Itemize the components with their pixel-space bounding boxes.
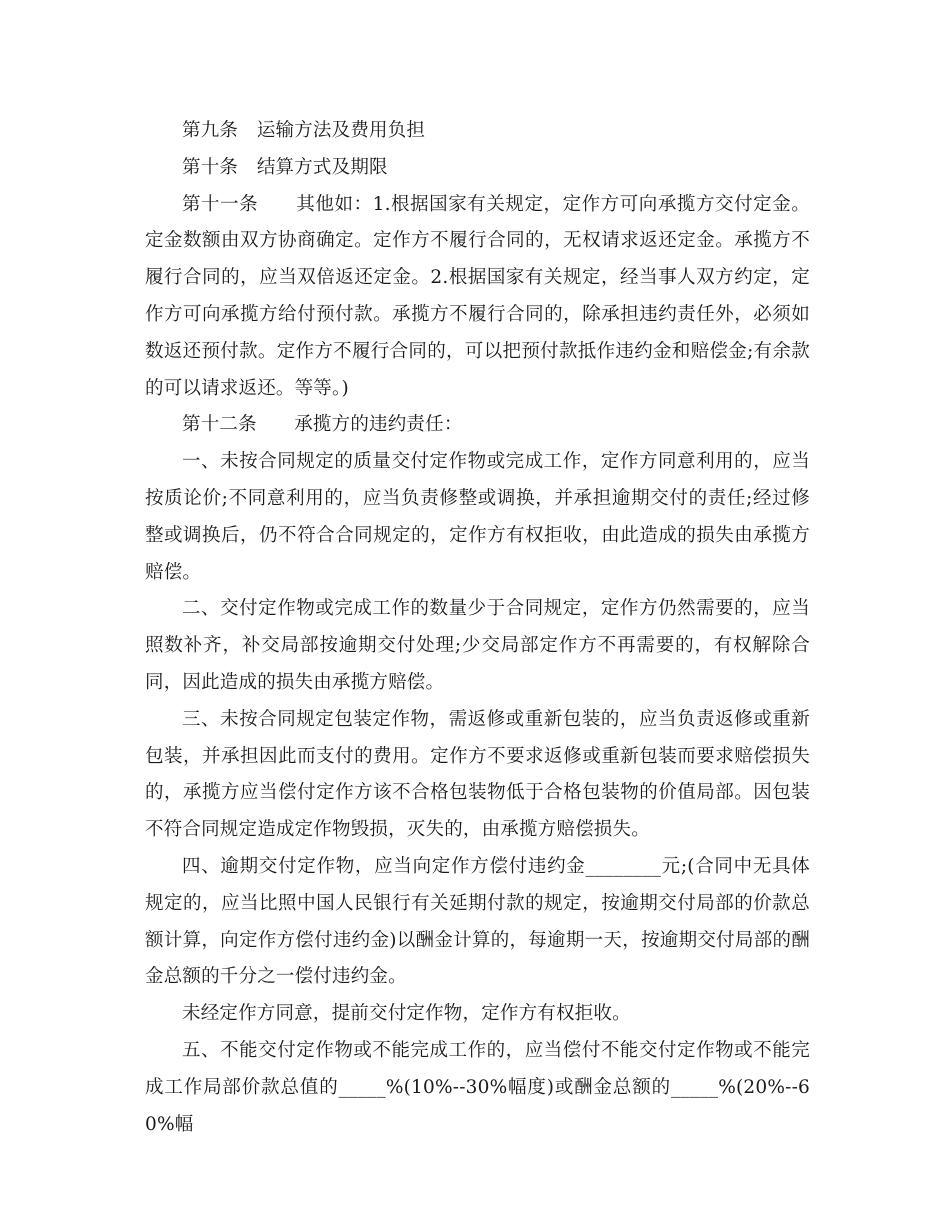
paragraph-text: 一、未按合同规定的质量交付定作物或完成工作，定作方同意利用的，应当按质论价;不同意利用的，应当负责修整或调换，并承担逾期交付的责任;经过修整或调换后，仍不符合合同规定的，定作方有权拒收，由此造成的损失由承揽方赔偿。 — [145, 451, 810, 583]
contract-body — [145, 113, 810, 1143]
paragraph-text: 未经定作方同意，提前交付定作物，定作方有权拒收。 — [182, 1003, 631, 1025]
clause-number: 第十条 — [182, 156, 239, 178]
clause-gap — [238, 120, 257, 141]
paragraph-text: 三、未按合同规定包装定作物，需返修或重新包装的，应当负责返修或重新包装，并承担因此而支付的费用。定作方不要求返修或重新包装而要求赔偿损失的，承揽方应当偿付定作方该不合格包装物低于合格包装物的价值局部。因包装不符合同规定造成定作物毁损，灭失的，由承揽方赔偿损失。 — [145, 708, 810, 841]
paragraph — [145, 1033, 810, 1143]
paragraph — [145, 187, 810, 408]
paragraph-text: 承揽方的违约责任： — [294, 414, 463, 436]
paragraph — [145, 591, 810, 701]
paragraph-text: 运输方法及费用负担 — [256, 120, 426, 141]
paragraph-text: 二、交付定作物或完成工作的数量少于合同规定，定作方仍然需要的，应当照数补齐，补交局部按逾期交付处理;少交局部定作方不再需要的，有权解除合同，因此造成的损失由承揽方赔偿。 — [145, 598, 810, 693]
paragraph-text: 结算方式及期限 — [256, 156, 388, 178]
clause-gap — [238, 157, 257, 178]
paragraph — [145, 407, 810, 444]
clause-gap — [257, 414, 294, 435]
paragraph-text: 四、逾期交付定作物，应当向定作方偿付违约金________元;(合同中无具体规定的，应当比照中国人民银行有关延期付款的规定，按逾期交付局部的价款总额计算，向定作方偿付违约金)以酬金计算的，每逾期一天，按逾期交付局部的酬金总额的千分之一偿付违约金。 — [145, 855, 810, 988]
paragraph-text: 五、不能交付定作物或不能完成工作的，应当偿付不能交付定作物或不能完成工作局部价款总值的_____%(10%--30%幅度)或酬金总额的_____%(20%--60%幅 — [145, 1039, 810, 1135]
clause-number: 第十一条 — [182, 193, 259, 215]
paragraph — [145, 849, 810, 996]
paragraph — [145, 996, 810, 1033]
paragraph — [145, 444, 810, 591]
clause-number: 第十二条 — [182, 414, 257, 436]
paragraph-text: 其他如：1.根据国家有关规定，定作方可向承揽方交付定金。定金数额由双方协商确定。定作方不履行合同的，无权请求返还定金。承揽方不履行合同的，应当双倍返还定金。2.根据国家有关规定，经当事人双方约定，定作方可向承揽方给付预付款。承揽方不履行合同的，除承担违约责任外，必须如数返还预付款。定作方不履行合同的，可以把预付款抵作违约金和赔偿金;有余款的可以请求返还。等等。) — [145, 193, 810, 399]
paragraph — [145, 113, 810, 150]
paragraph — [145, 702, 810, 849]
clause-gap — [258, 194, 296, 215]
clause-number: 第九条 — [182, 120, 239, 141]
paragraph — [145, 150, 810, 187]
